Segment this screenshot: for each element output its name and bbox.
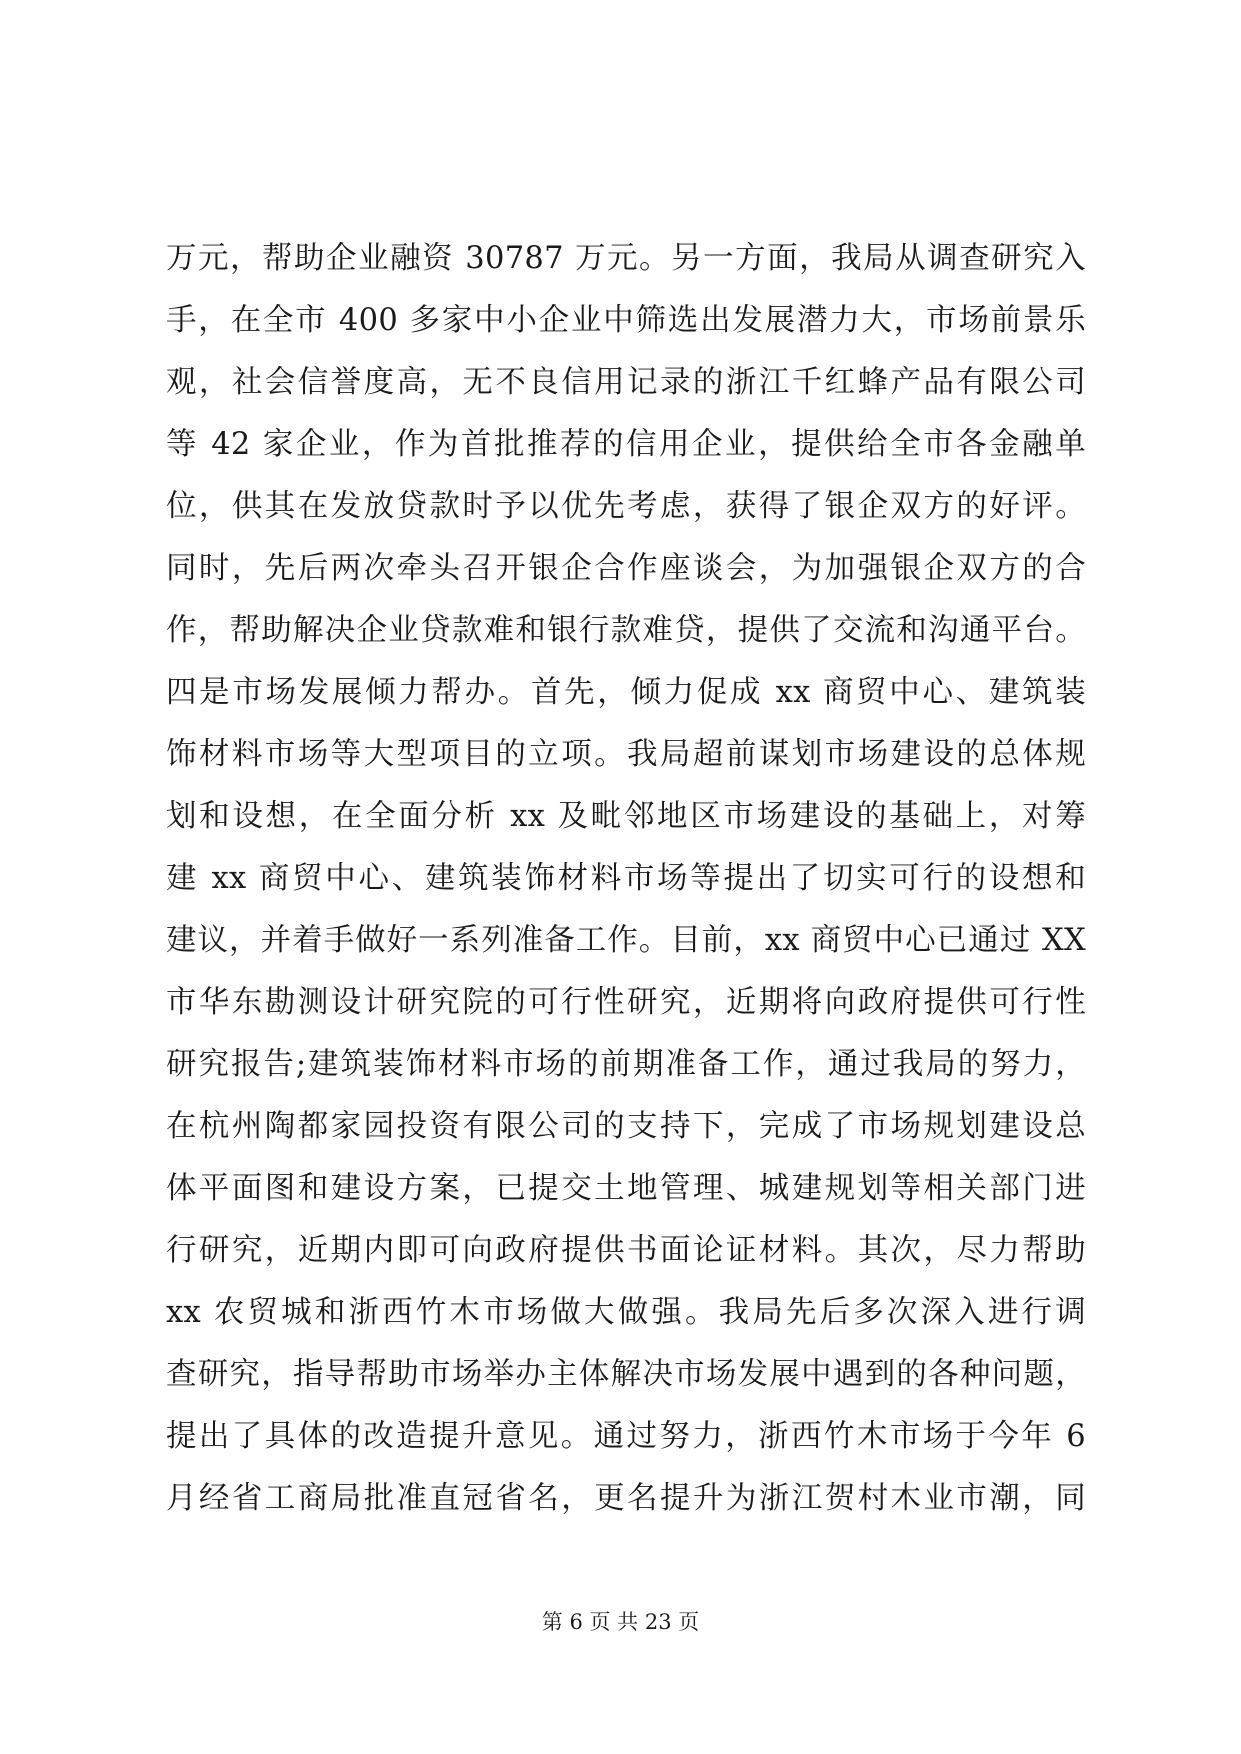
text-line: 建议，并着手做好一系列准备工作。目前，xx 商贸中心已通过 XX [166, 923, 1086, 958]
body-paragraph [166, 228, 1086, 1530]
text-line: 在杭州陶都家园投资有限公司的支持下，完成了市场规划建设总 [166, 1109, 1086, 1144]
text-line: 建 xx 商贸中心、建筑装饰材料市场等提出了切实可行的设想和 [166, 861, 1086, 896]
page-number-footer: 第 6 页 共 23 页 [541, 1610, 700, 1634]
text-line: 体平面图和建设方案，已提交土地管理、城建规划等相关部门进 [166, 1171, 1086, 1206]
text-line: 饰材料市场等大型项目的立项。我局超前谋划市场建设的总体规 [166, 737, 1086, 772]
text-line: 作，帮助解决企业贷款难和银行款难贷，提供了交流和沟通平台。 [166, 613, 1086, 648]
text-line: 四是市场发展倾力帮办。首先，倾力促成 xx 商贸中心、建筑装 [166, 675, 1086, 710]
text-line: 同时，先后两次牵头召开银企合作座谈会，为加强银企双方的合 [166, 551, 1086, 586]
text-line: 观，社会信誉度高，无不良信用记录的浙江千红蜂产品有限公司 [166, 365, 1086, 400]
text-line: xx 农贸城和浙西竹木市场做大做强。我局先后多次深入进行调 [166, 1295, 1086, 1330]
text-line: 手，在全市 400 多家中小企业中筛选出发展潜力大，市场前景乐 [166, 303, 1086, 338]
text-line: 月经省工商局批准直冠省名，更名提升为浙江贺村木业市潮，同 [166, 1481, 1086, 1516]
text-line: 等 42 家企业，作为首批推荐的信用企业，提供给全市各金融单 [166, 427, 1086, 462]
text-line: 市华东勘测设计研究院的可行性研究，近期将向政府提供可行性 [166, 985, 1086, 1020]
text-line: 万元，帮助企业融资 30787 万元。另一方面，我局从调查研究入 [166, 241, 1086, 276]
text-line: 划和设想，在全面分析 xx 及毗邻地区市场建设的基础上，对筹 [166, 799, 1086, 834]
text-line: 研究报告;建筑装饰材料市场的前期准备工作，通过我局的努力， [166, 1047, 1086, 1082]
text-line: 提出了具体的改造提升意见。通过努力，浙西竹木市场于今年 6 [166, 1419, 1086, 1454]
text-line: 位，供其在发放贷款时予以优先考虑，获得了银企双方的好评。 [166, 489, 1086, 524]
text-line: 查研究，指导帮助市场举办主体解决市场发展中遇到的各种问题， [166, 1357, 1086, 1392]
text-line: 行研究，近期内即可向政府提供书面论证材料。其次，尽力帮助 [166, 1233, 1086, 1268]
